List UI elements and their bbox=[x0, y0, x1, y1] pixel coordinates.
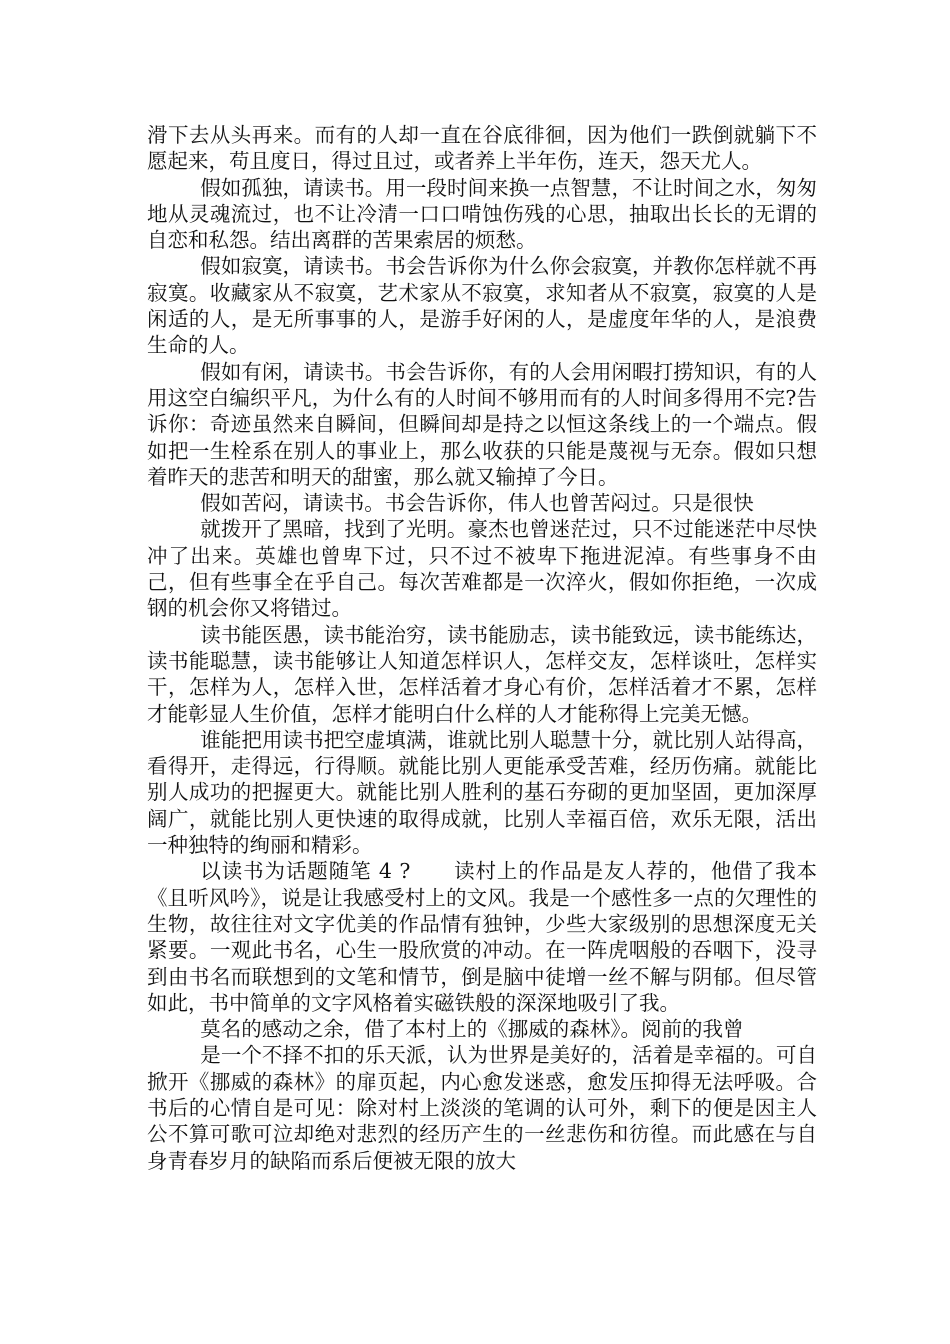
document-body bbox=[147, 122, 817, 1174]
paragraph: 读书能医愚，读书能治穷，读书能励志，读书能致远，读书能练达，读书能聪慧，读书能够让人知道怎样识人，怎样交友，怎样谈吐，怎样实干，怎样为人，怎样入世，怎样活着才身心有价，怎样活着才不累，怎样才能彰显人生价值，怎样才能明白什么样的人才能称得上完美无憾。 bbox=[147, 622, 817, 726]
paragraph: 谁能把用读书把空虚填满，谁就比别人聪慧十分，就比别人站得高，看得开，走得远，行得顺。就能比别人更能承受苦难，经历伤痛。就能比别人成功的把握更大。就能比别人胜利的基石夯砌的更加坚固，更加深厚阔广，就能比别人更快速的取得成就，比别人幸福百倍，欢乐无限，活出一种独特的绚丽和精彩。 bbox=[147, 727, 817, 858]
paragraph: 就拨开了黑暗，找到了光明。豪杰也曾迷茫过，只不过能迷茫中尽快冲了出来。英雄也曾卑下过，只不过不被卑下拖进泥淖。有些事身不由己，但有些事全在乎自己。每次苦难都是一次淬火，假如你拒绝，一次成钢的机会你又将错过。 bbox=[147, 517, 817, 621]
paragraph: 假如寂寞，请读书。书会告诉你为什么你会寂寞，并教你怎样就不再寂寞。收藏家从不寂寞，艺术家从不寂寞，求知者从不寂寞，寂寞的人是闲适的人，是无所事事的人，是游手好闲的人，是虚度年华的人，是浪费生命的人。 bbox=[147, 254, 817, 358]
paragraph: 是一个不择不扣的乐天派，认为世界是美好的，活着是幸福的。可自掀开《挪威的森林》的扉页起，内心愈发迷惑，愈发压抑得无法呼吸。合书后的心情自是可见：除对村上淡淡的笔调的认可外，剩下的便是因主人公不算可歌可泣却绝对悲烈的经历产生的一丝悲伤和彷徨。而此感在与自身青春岁月的缺陷而系后便被无限的放大 bbox=[147, 1043, 817, 1173]
paragraph: 以读书为话题随笔 4 ? 读村上的作品是友人荐的，他借了我本《且听风吟》，说是让我感受村上的文风。我是一个感性多一点的欠理性的生物，故往往对文字优美的作品情有独钟，少些大家级别的思想深度无关紧要。一观此书名，心生一股欣赏的冲动。在一阵虎咽般的吞咽下，没寻到由书名而联想到的文笔和情节，倒是脑中徒增一丝不解与阴郁。但尽管如此，书中简单的文字风格着实磁铁般的深深地吸引了我。 bbox=[147, 859, 817, 1015]
paragraph: 假如孤独，请读书。用一段时间来换一点智慧，不让时间之水，匆匆地从灵魂流过，也不让冷清一口口啃蚀伤残的心思，抽取出长长的无谓的自恋和私怨。结出离群的苦果索居的烦愁。 bbox=[147, 175, 817, 253]
paragraph: 莫名的感动之余，借了本村上的《挪威的森林》。阅前的我曾 bbox=[200, 1017, 744, 1042]
paragraph: 假如有闲，请读书。书会告诉你，有的人会用闲暇打捞知识，有的人用这空白编织平凡，为什么有的人时间不够用而有的人时间多得用不完?告诉你：奇迹虽然来自瞬间，但瞬间却是持之以恒这条线上的一个端点。假如把一生栓系在别人的事业上，那么收获的只能是蔑视与无奈。假如只想着昨天的悲苦和明天的甜蜜，那么就又输掉了今日。 bbox=[147, 359, 817, 489]
paragraph: 滑下去从头再来。而有的人却一直在谷底徘徊，因为他们一跌倒就躺下不愿起来，苟且度日，得过且过，或者养上半年伤，连天，怨天尤人。 bbox=[147, 123, 817, 174]
paragraph: 假如苦闷，请读书。书会告诉你，伟人也曾苦闷过。只是很快 bbox=[200, 491, 754, 516]
